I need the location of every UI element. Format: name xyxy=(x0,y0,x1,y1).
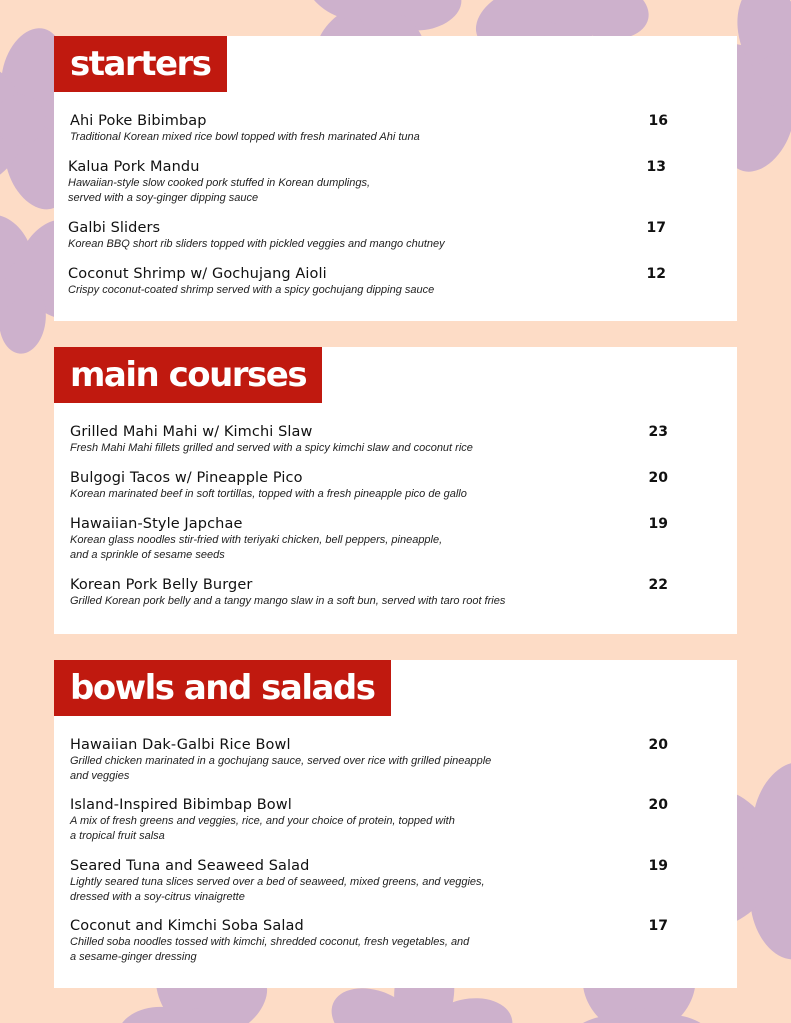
item-description: Korean BBQ short rib sliders topped with pickled veggies and mango chutney xyxy=(68,238,445,250)
item-price: 20 xyxy=(648,737,668,753)
item-name: Hawaiian-Style Japchae xyxy=(70,516,243,532)
item-price: 20 xyxy=(648,470,668,486)
item-description: Chilled soba noodles tossed with kimchi, shredded coconut, fresh vegetables, and a sesame-ginger dressing xyxy=(70,936,470,963)
item-name: Grilled Mahi Mahi w/ Kimchi Slaw xyxy=(70,424,313,440)
menu-item xyxy=(68,158,678,206)
item-description: Fresh Mahi Mahi fillets grilled and served with a spicy kimchi slaw and coconut rice xyxy=(70,442,473,454)
item-name: Coconut Shrimp w/ Gochujang Aioli xyxy=(68,266,327,282)
menu-item xyxy=(70,423,680,456)
menu-item xyxy=(70,576,680,609)
item-price: 12 xyxy=(646,266,666,282)
item-price: 23 xyxy=(648,424,668,440)
menu-item xyxy=(70,736,680,784)
item-price: 16 xyxy=(648,113,668,129)
menu-item xyxy=(70,515,680,563)
item-description: Crispy coconut-coated shrimp served with a spicy gochujang dipping sauce xyxy=(68,284,435,296)
section-title-bowls-and-salads: bowls and salads xyxy=(54,660,391,716)
item-description: Korean glass noodles stir-fried with teriyaki chicken, bell peppers, pineapple, and a sprinkle of sesame seeds xyxy=(70,534,443,561)
menu-item xyxy=(70,917,680,965)
item-name: Bulgogi Tacos w/ Pineapple Pico xyxy=(70,470,303,486)
item-description: Hawaiian-style slow cooked pork stuffed in Korean dumplings, served with a soy-ginger dipping sauce xyxy=(68,177,371,204)
item-description: Traditional Korean mixed rice bowl topped with fresh marinated Ahi tuna xyxy=(70,131,420,143)
item-price: 19 xyxy=(648,516,668,532)
item-name: Coconut and Kimchi Soba Salad xyxy=(70,918,304,934)
menu-item xyxy=(70,857,680,905)
item-description: A mix of fresh greens and veggies, rice, and your choice of protein, topped with a tropical fruit salsa xyxy=(70,815,455,842)
item-name: Ahi Poke Bibimbap xyxy=(70,113,207,129)
item-name: Island-Inspired Bibimbap Bowl xyxy=(70,797,292,813)
item-price: 22 xyxy=(648,577,668,593)
item-name: Kalua Pork Mandu xyxy=(68,159,200,175)
item-description: Lightly seared tuna slices served over a bed of seaweed, mixed greens, and veggies, dressed with a soy-citrus vinaigrette xyxy=(70,876,485,903)
item-price: 17 xyxy=(646,220,666,236)
item-price: 17 xyxy=(648,918,668,934)
menu-item xyxy=(70,796,680,844)
item-description: Grilled chicken marinated in a gochujang sauce, served over rice with grilled pineapple and veggies xyxy=(70,755,492,782)
menu-item xyxy=(70,112,680,145)
item-description: Grilled Korean pork belly and a tangy mango slaw in a soft bun, served with taro root fries xyxy=(70,595,506,607)
menu-item xyxy=(68,219,678,252)
item-name: Galbi Sliders xyxy=(68,220,161,236)
item-name: Seared Tuna and Seaweed Salad xyxy=(70,858,310,874)
item-price: 20 xyxy=(648,797,668,813)
item-price: 19 xyxy=(648,858,668,874)
item-name: Hawaiian Dak-Galbi Rice Bowl xyxy=(70,737,291,753)
menu-item xyxy=(68,265,678,298)
item-description: Korean marinated beef in soft tortillas, topped with a fresh pineapple pico de gallo xyxy=(70,488,467,500)
item-price: 13 xyxy=(646,159,666,175)
section-title-starters: starters xyxy=(54,36,227,92)
menu-item xyxy=(70,469,680,502)
section-title-main-courses: main courses xyxy=(54,347,322,403)
item-name: Korean Pork Belly Burger xyxy=(70,577,253,593)
